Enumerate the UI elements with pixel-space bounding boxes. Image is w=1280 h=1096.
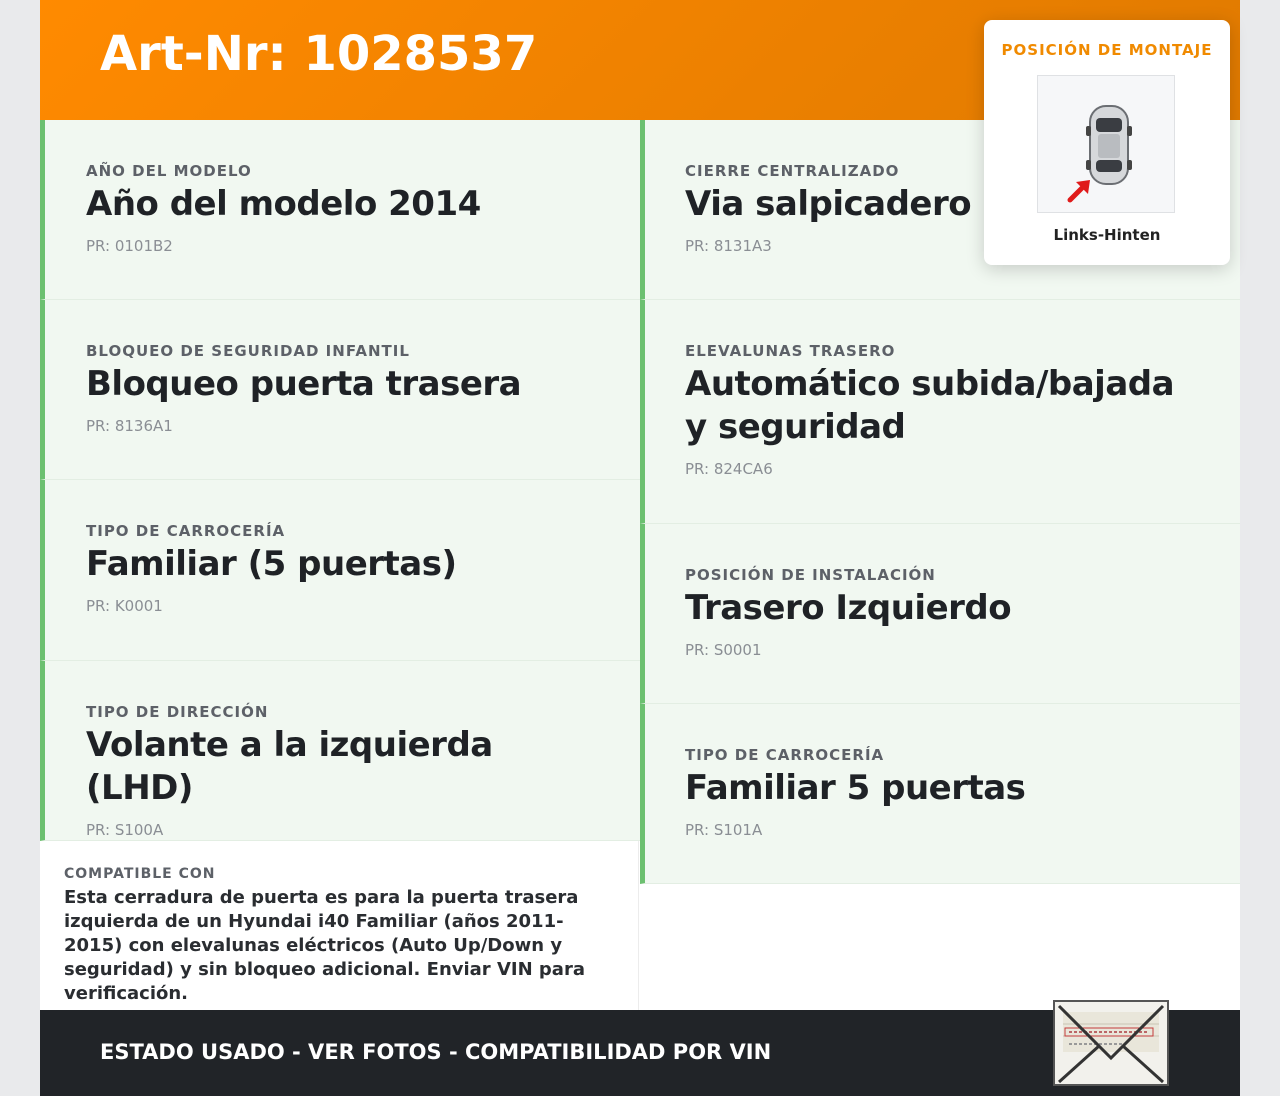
spec-pr-code: PR: 8136A1: [86, 417, 173, 435]
compatibility-block: [40, 841, 639, 1010]
mounting-position-caption: Links-Hinten: [1053, 226, 1161, 244]
vin-document-envelope-icon: [1053, 1000, 1169, 1086]
spec-label: ELEVALUNAS TRASERO: [685, 342, 896, 360]
spec-row-steering: [40, 661, 640, 841]
compatibility-label: COMPATIBLE CON: [64, 866, 216, 882]
spec-label: TIPO DE CARROCERÍA: [685, 746, 885, 764]
spec-value: Via salpicadero: [685, 184, 972, 224]
rear-left-arrow-icon: [1070, 180, 1090, 200]
compatibility-text: Esta cerradura de puerta es para la puerta trasera izquierda de un Hyundai i40 Familiar (años 2011-2015) con elevalunas eléctricos (Auto Up/Down y seguridad) y sin bloqueo adicional. Enviar VIN para verificación.: [64, 887, 585, 1004]
spec-row-body-type: [40, 480, 640, 661]
spec-label: BLOQUEO DE SEGURIDAD INFANTIL: [86, 342, 410, 360]
spec-pr-code: PR: 0101B2: [86, 237, 173, 255]
spec-value: Familiar 5 puertas: [685, 768, 1026, 808]
footer-status-text: ESTADO USADO - VER FOTOS - COMPATIBILIDAD POR VIN: [100, 1040, 772, 1064]
spec-value: Bloqueo puerta trasera: [86, 364, 522, 404]
spec-row-model-year: [40, 120, 640, 300]
spec-label: POSICIÓN DE INSTALACIÓN: [685, 566, 936, 584]
spec-label: TIPO DE DIRECCIÓN: [86, 703, 269, 721]
spec-label: AÑO DEL MODELO: [86, 162, 252, 180]
spec-row-install-position: [640, 524, 1240, 704]
spec-value: Trasero Izquierdo: [685, 588, 1012, 628]
spec-value: Familiar (5 puertas): [86, 544, 457, 584]
spec-column-left: [40, 120, 640, 841]
spec-pr-code: PR: S0001: [685, 641, 762, 659]
car-top-view-icon: [1037, 75, 1175, 213]
spec-row-body-type-2: [640, 704, 1240, 884]
spec-value: Año del modelo 2014: [86, 184, 481, 224]
mounting-position-card: [984, 20, 1230, 265]
spec-row-rear-windows: [640, 300, 1240, 524]
spec-label: CIERRE CENTRALIZADO: [685, 162, 900, 180]
spec-pr-code: PR: 8131A3: [685, 237, 772, 255]
spec-pr-code: PR: 824CA6: [685, 460, 773, 478]
spec-value: Automático subida/bajada y seguridad: [685, 364, 1175, 447]
mounting-position-title: POSICIÓN DE MONTAJE: [1001, 41, 1213, 59]
spec-row-child-lock: [40, 300, 640, 480]
spec-label: TIPO DE CARROCERÍA: [86, 522, 286, 540]
article-number: Art-Nr: 1028537: [100, 26, 538, 82]
spec-pr-code: PR: S100A: [86, 821, 164, 839]
spec-pr-code: PR: S101A: [685, 821, 763, 839]
spec-value: Volante a la izquierda (LHD): [86, 725, 493, 808]
spec-pr-code: PR: K0001: [86, 597, 163, 615]
